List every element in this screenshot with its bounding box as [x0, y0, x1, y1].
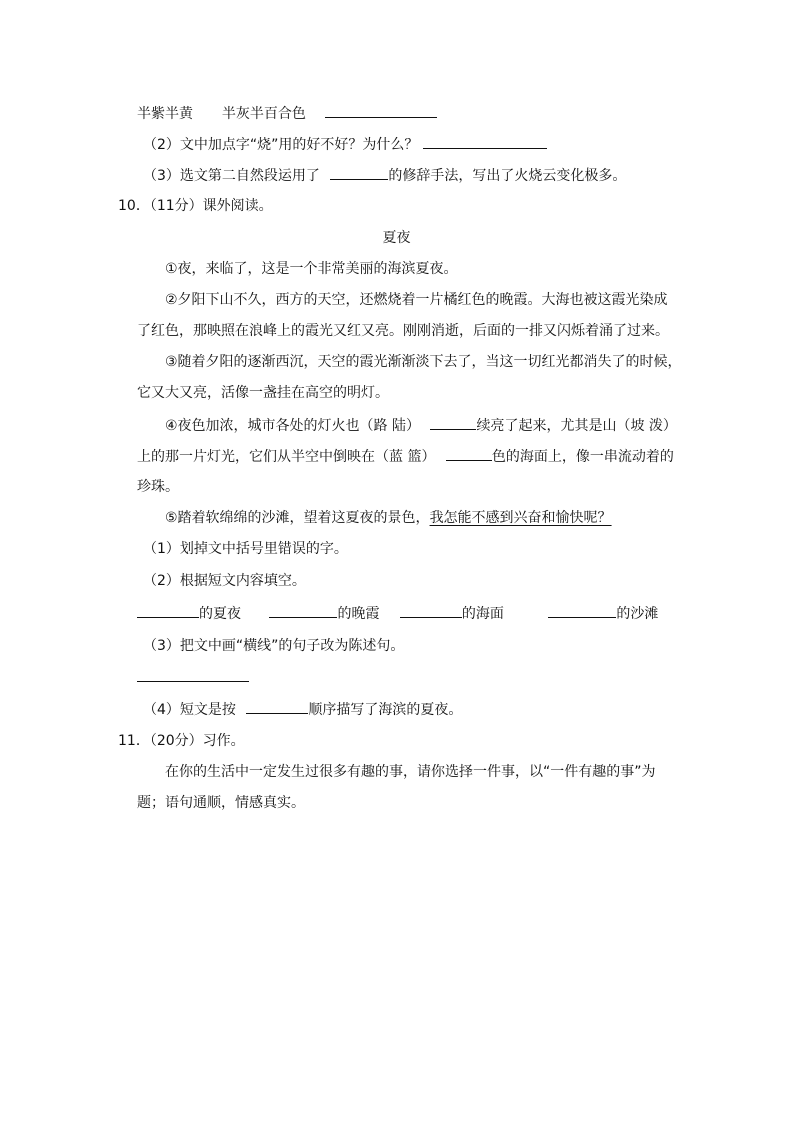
answer-blank[interactable] — [325, 103, 437, 118]
answer-blank[interactable] — [548, 603, 616, 618]
question-text: 的修辞手法，写出了火烧云变化极多。 — [388, 168, 627, 184]
q10-sub1: （1）划掉文中括号里错误的字。 — [143, 541, 348, 557]
fill-row: 的夏夜 的晚霞 的海面 的沙滩 — [137, 603, 658, 624]
answer-blank[interactable] — [269, 603, 337, 618]
answer-blank[interactable] — [430, 415, 476, 430]
underlined-sentence: 我怎能不感到兴奋和愉快呢？ — [429, 510, 612, 526]
paragraph-5: ⑤踏着软绵绵的沙滩，望着这夏夜的景色，我怎能不感到兴奋和愉快呢？ — [165, 510, 612, 526]
answer-blank[interactable] — [137, 603, 199, 618]
paragraph-4-line-3: 珍珠。 — [137, 479, 179, 495]
paragraph-4-line-2: 上的那一片灯光，它们从半空中倒映在（蓝 篮） 色的海面上，像一串流动着的 — [137, 446, 674, 467]
paragraph-1: ①夜，来临了，这是一个非常美丽的海滨夏夜。 — [165, 261, 458, 277]
passage-title: 夏夜 — [382, 230, 411, 246]
paragraph-3-line-2: 它又大又亮，活像一盏挂在高空的明灯。 — [137, 385, 389, 401]
answer-blank[interactable] — [423, 134, 547, 149]
paragraph-4-line-1: ④夜色加浓，城市各处的灯火也（路 陆） 续亮了起来，尤其是山（坡 泼） — [165, 415, 677, 436]
q10-sub2: （2）根据短文内容填空。 — [143, 573, 306, 589]
q9-sub2 — [143, 134, 547, 155]
answer-blank[interactable] — [446, 446, 492, 461]
question-text: （2）文中加点字“烧”用的好不好？为什么？ — [143, 137, 419, 153]
q11-prompt-line-2: 题；语句通顺，情感真实。 — [137, 795, 305, 811]
answer-blank[interactable] — [246, 699, 308, 714]
q10-header: 10．（11分）课外阅读。 — [118, 198, 273, 214]
answer-blank[interactable] — [400, 603, 462, 618]
q11-prompt-line-1: 在你的生活中一定发生过很多有趣的事，请你选择一件事，以“一件有趣的事”为 — [165, 764, 656, 780]
q9-colors-line — [137, 103, 437, 124]
answer-blank[interactable] — [137, 667, 249, 682]
color-phrase-2: 半灰半百合色 — [221, 106, 306, 122]
question-text: （3）选文第二自然段运用了 — [143, 168, 320, 184]
color-phrase-1: 半紫半黄 — [137, 106, 193, 122]
q10-sub4: （4）短文是按 顺序描写了海滨的夏夜。 — [143, 699, 462, 720]
sub3-answer-line — [137, 667, 249, 688]
q11-header: 11．（20分）习作。 — [118, 733, 245, 749]
paragraph-2-line-1: ②夕阳下山不久，西方的天空，还燃烧着一片橘红色的晚霞。大海也被这霞光染成 — [165, 292, 668, 308]
q9-sub3 — [143, 165, 626, 186]
paragraph-3-line-1: ③随着夕阳的逐渐西沉，天空的霞光渐渐淡下去了，当这一切红光都消失了的时候， — [165, 354, 682, 370]
paragraph-2-line-2: 了红色，那映照在浪峰上的霞光又红又亮。刚刚消逝，后面的一排又闪烁着涌了过来。 — [137, 323, 669, 339]
q10-sub3: （3）把文中画“横线”的句子改为陈述句。 — [143, 638, 405, 654]
answer-blank[interactable] — [330, 165, 388, 180]
